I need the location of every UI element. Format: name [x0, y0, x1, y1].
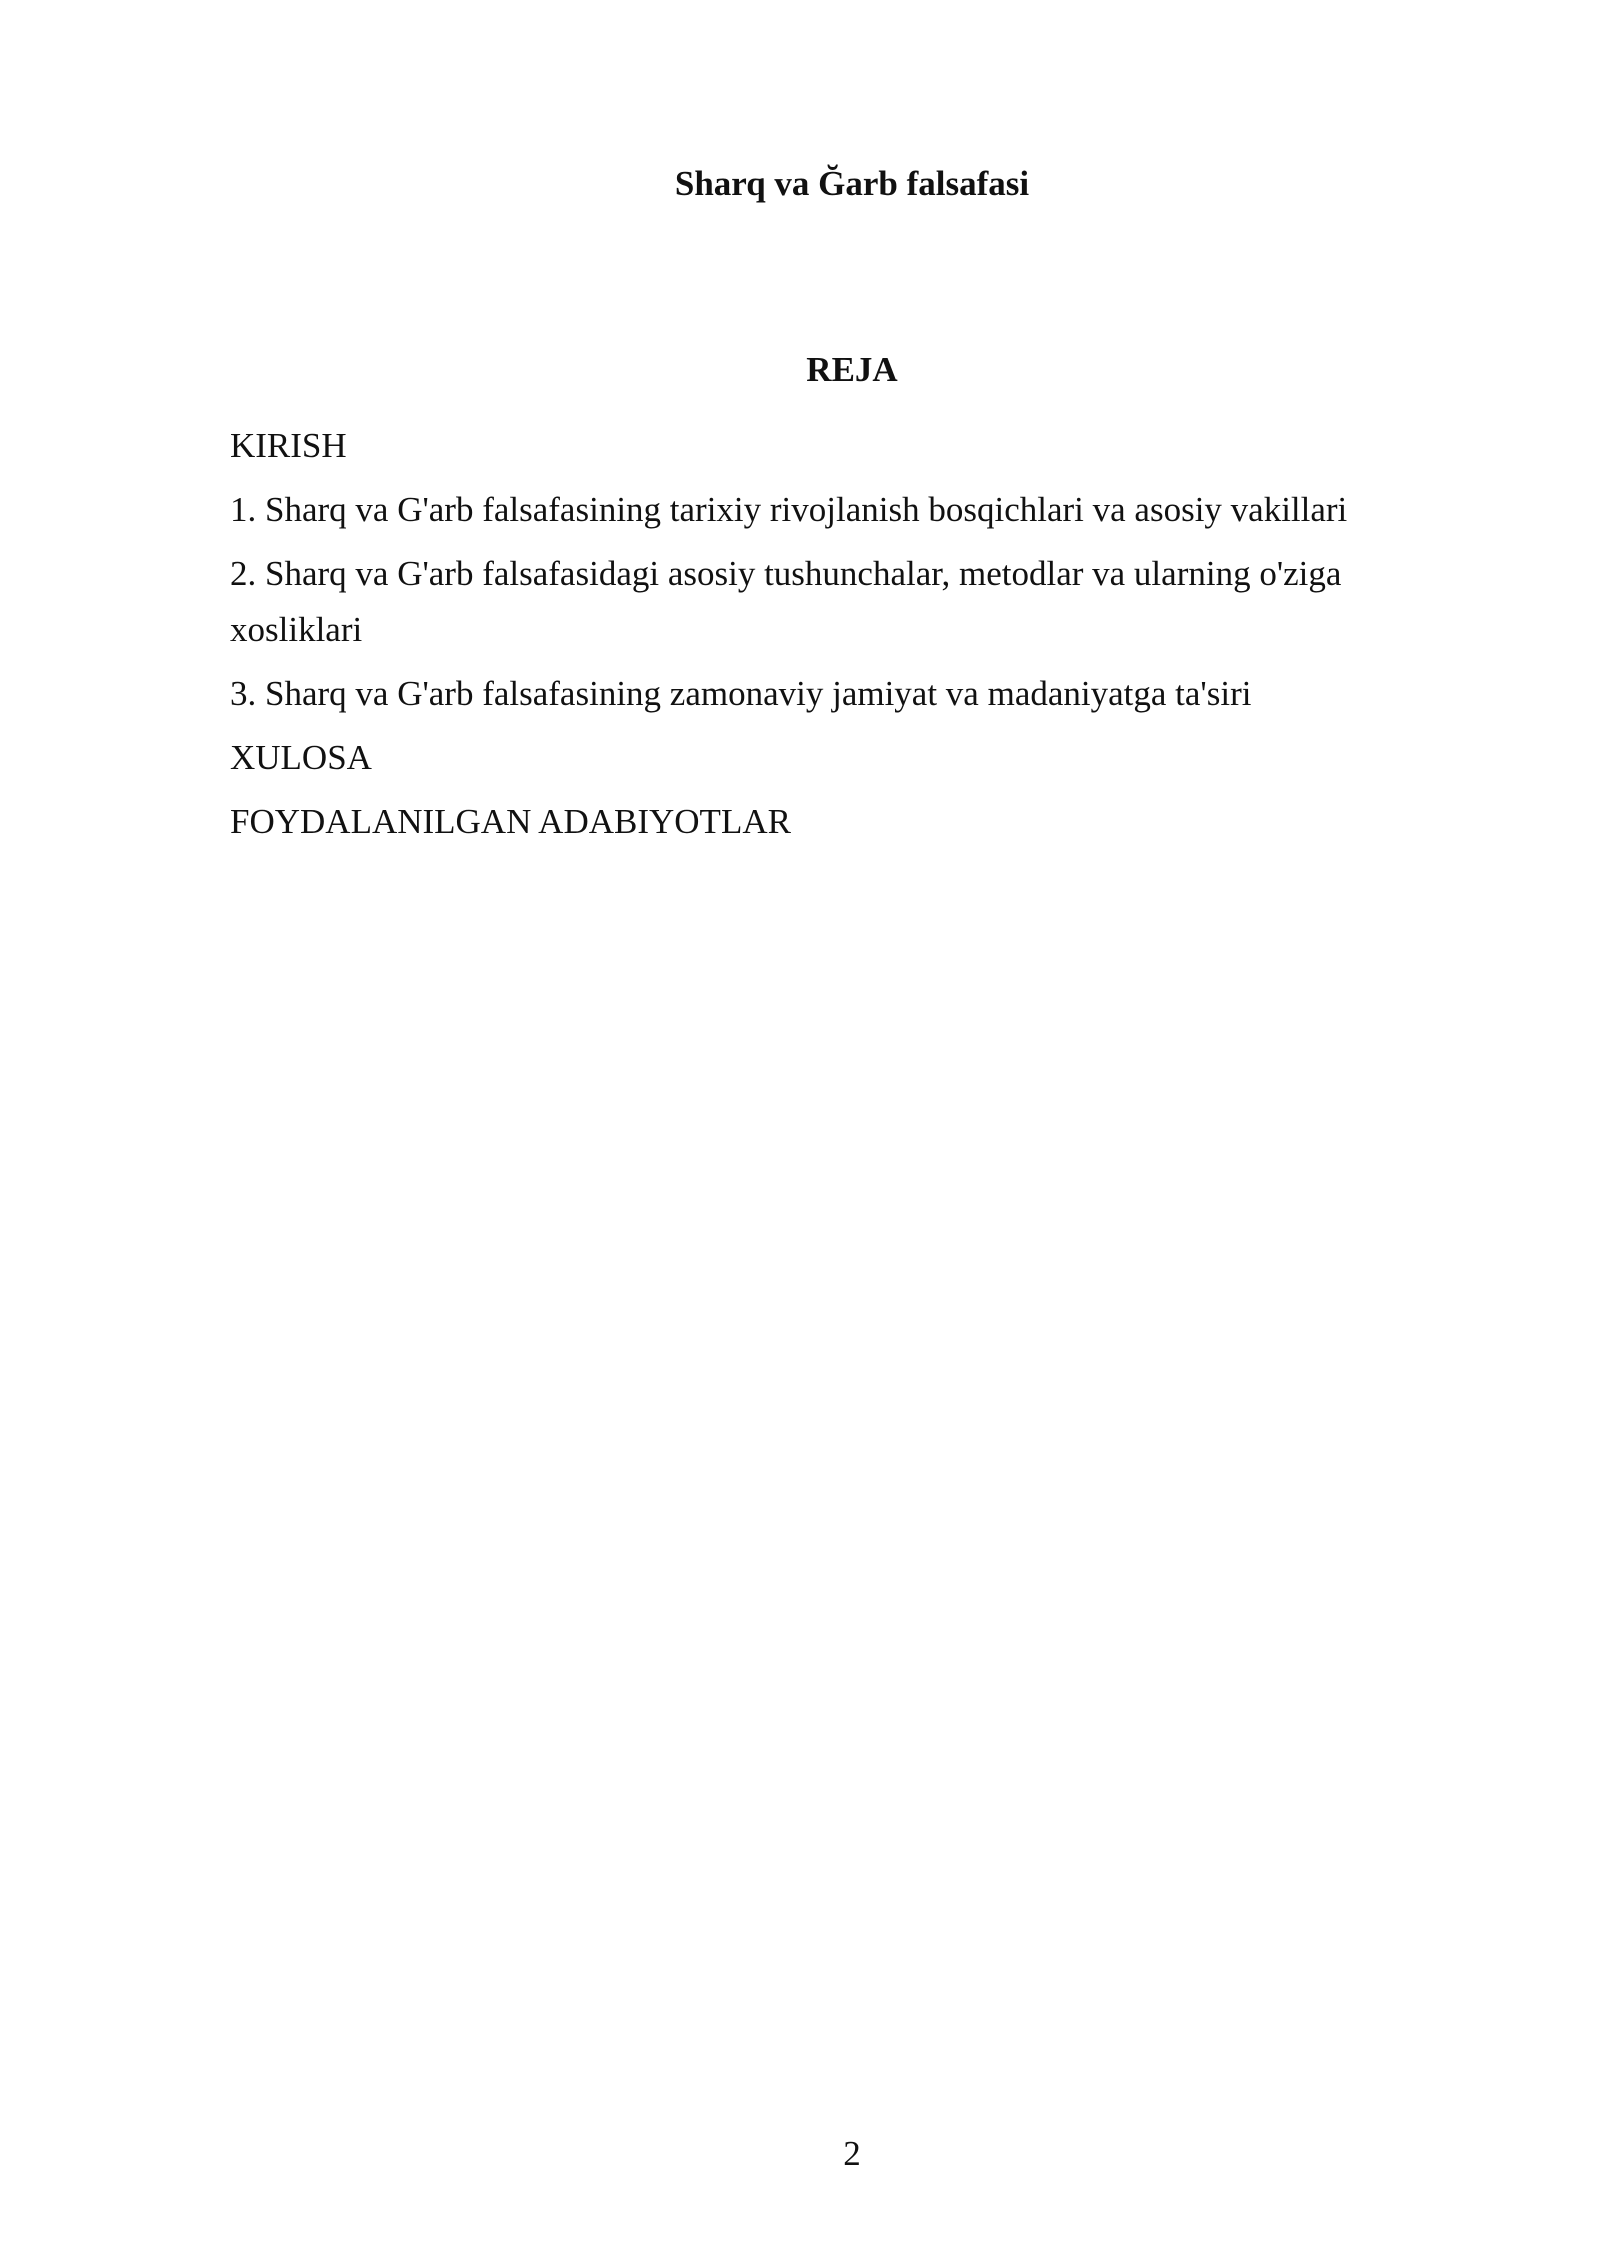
toc-item-2: 2. Sharq va G'arb falsafasidagi asosiy tushunchalar, metodlar va ularning o'ziga xosliklari	[230, 554, 1342, 649]
title-container	[230, 160, 1474, 208]
plan-heading: REJA	[806, 350, 898, 389]
page-number: 2	[843, 2134, 861, 2173]
plan-heading-container	[230, 346, 1474, 394]
toc-item-conclusion: XULOSA	[230, 738, 372, 777]
toc-item-introduction: KIRISH	[230, 426, 347, 465]
toc-item-1: 1. Sharq va G'arb falsafasining tarixiy rivojlanish bosqichlari va asosiy vakillari	[230, 490, 1348, 529]
document-title: Sharq va Ğarb falsafasi	[674, 164, 1030, 203]
toc-item-3: 3. Sharq va G'arb falsafasining zamonaviy jamiyat va madaniyatga ta'siri	[230, 674, 1252, 713]
table-of-contents	[230, 418, 1474, 858]
toc-item-references: FOYDALANILGAN ADABIYOTLAR	[230, 802, 791, 841]
